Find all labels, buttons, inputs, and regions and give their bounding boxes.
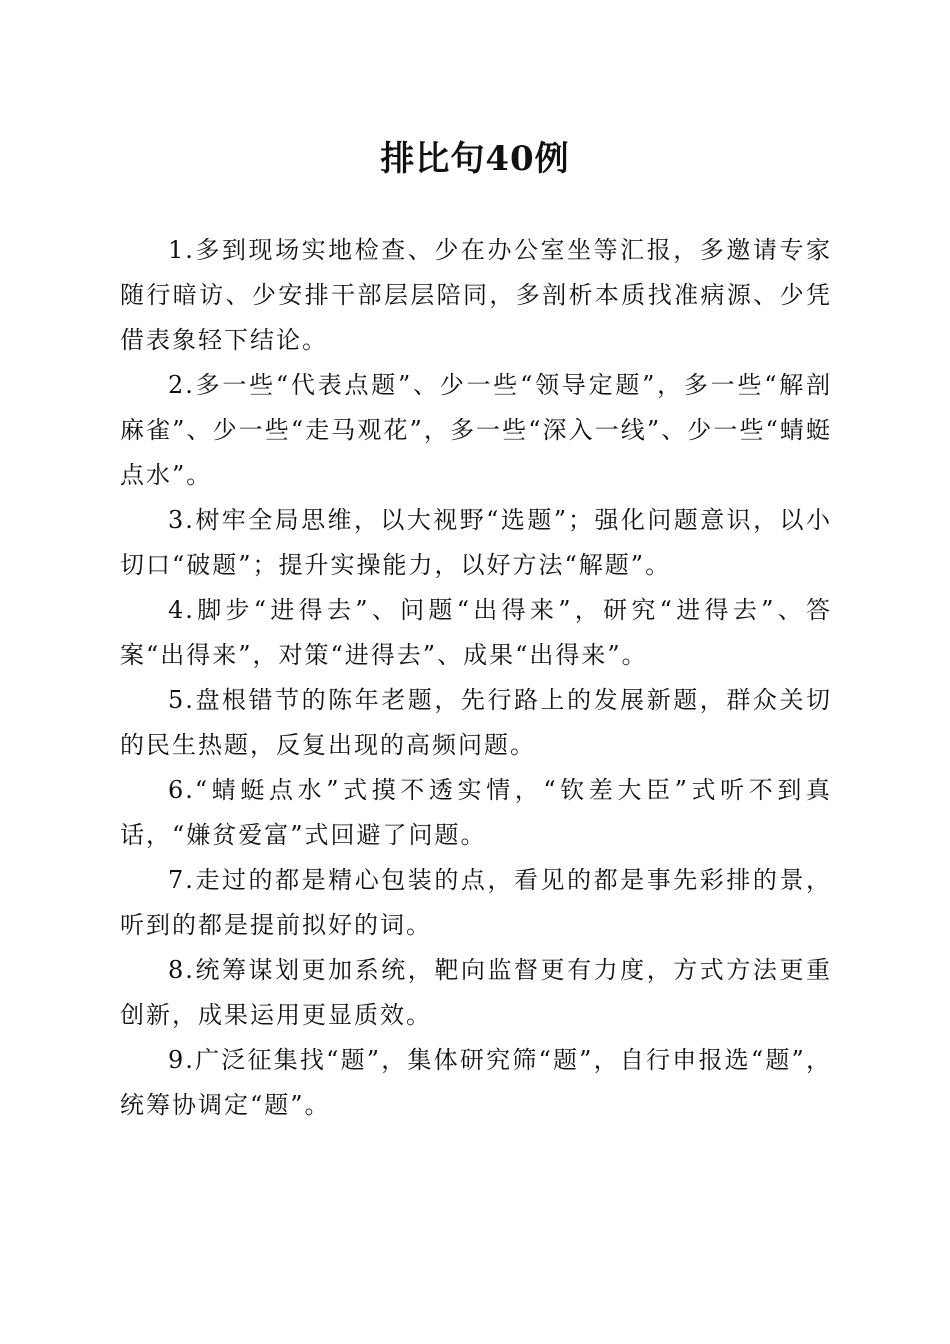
paragraph-2: 2.多一些“代表点题”、少一些“领导定题”，多一些“解剖麻雀”、少一些“走马观花”，多一些“深入一线”、少一些“蜻蜓点水”。 xyxy=(120,371,832,489)
paragraph-7: 7.走过的都是精心包装的点，看见的都是事先彩排的景，听到的都是提前拟好的词。 xyxy=(120,866,832,939)
paragraph-5: 5.盘根错节的陈年老题，先行路上的发展新题，群众关切的民生热题，反复出现的高频问题。 xyxy=(120,686,832,759)
page-title: 排比句40例 xyxy=(380,139,570,179)
paragraph-4: 4.脚步“进得去”、问题“出得来”，研究“进得去”、答案“出得来”，对策“进得去”、成果“出得来”。 xyxy=(120,596,832,669)
paragraph-3: 3.树牢全局思维，以大视野“选题”；强化问题意识，以小切口“破题”；提升实操能力，以好方法“解题”。 xyxy=(120,506,832,579)
paragraph-8: 8.统筹谋划更加系统，靶向监督更有力度，方式方法更重创新，成果运用更显质效。 xyxy=(120,956,832,1029)
paragraph-1: 1.多到现场实地检查、少在办公室坐等汇报，多邀请专家随行暗访、少安排干部层层陪同，多剖析本质找准病源、少凭借表象轻下结论。 xyxy=(120,236,832,354)
paragraph-6: 6.“蜻蜓点水”式摸不透实情，“钦差大臣”式听不到真话，“嫌贫爱富”式回避了问题。 xyxy=(120,776,832,849)
document-body xyxy=(120,228,832,1128)
paragraph-9: 9.广泛征集找“题”，集体研究筛“题”，自行申报选“题”，统筹协调定“题”。 xyxy=(120,1046,832,1119)
